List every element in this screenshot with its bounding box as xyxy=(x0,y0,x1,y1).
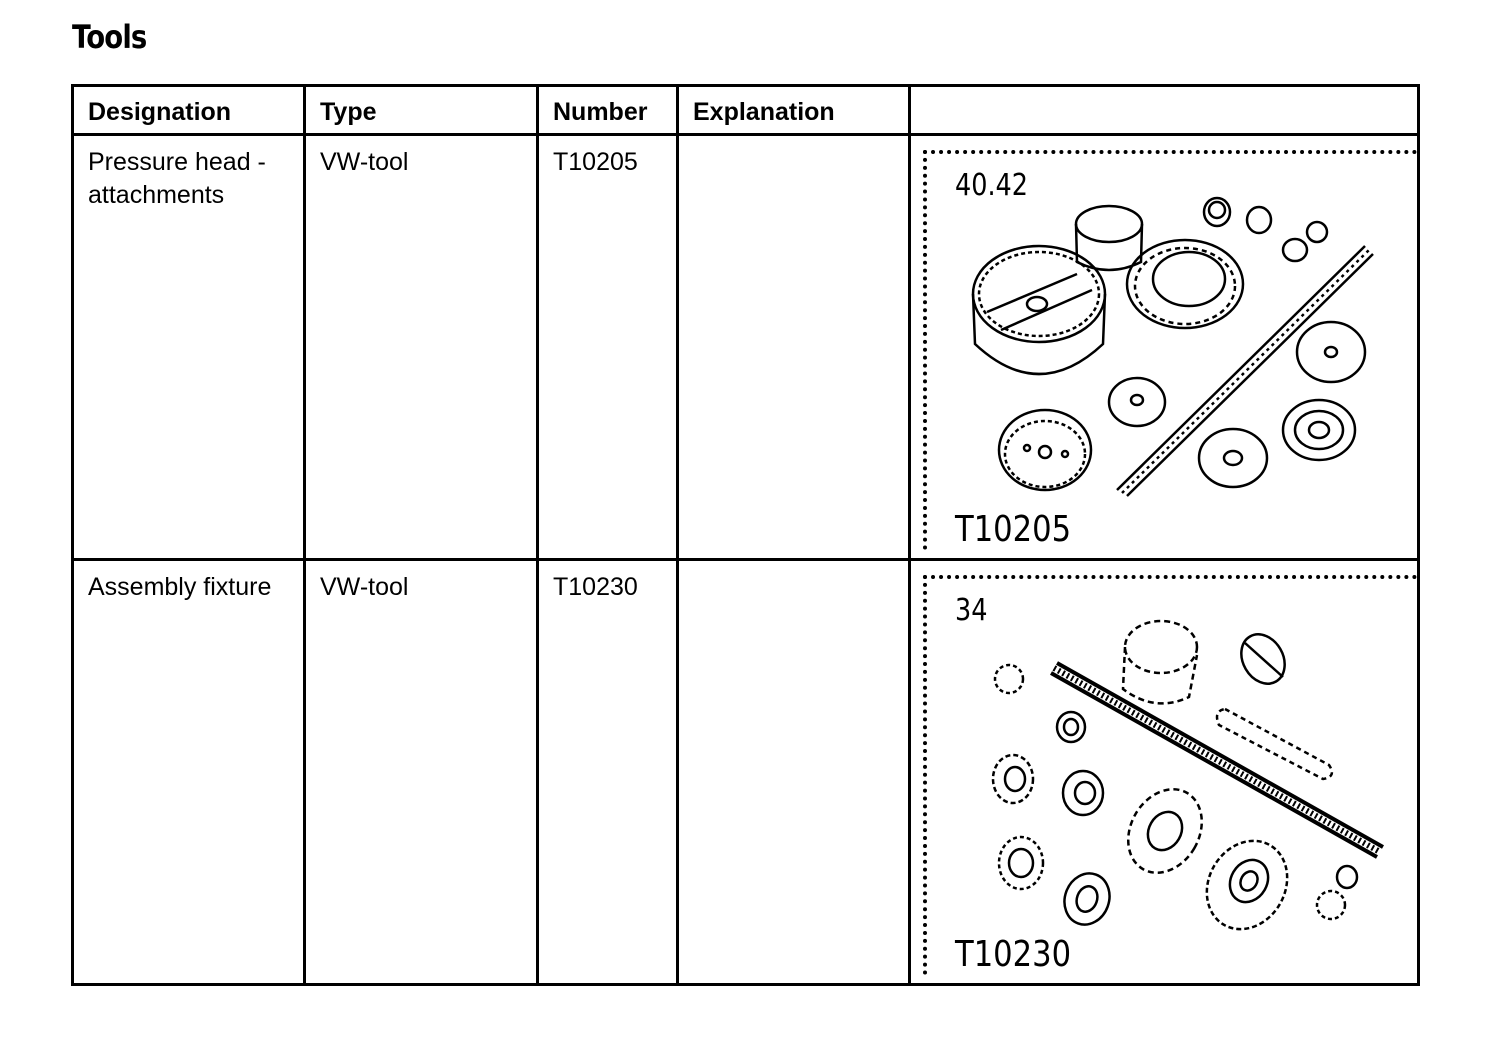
page-title: Tools xyxy=(72,18,147,56)
figure-bottom-label: T10205 xyxy=(955,509,1072,550)
tool-illustration xyxy=(923,150,1417,550)
header-explanation: Explanation xyxy=(678,86,910,135)
cell-designation: Pressure head - attachments xyxy=(73,135,305,560)
assembly-fixture-drawing xyxy=(927,579,1427,979)
header-designation: Designation xyxy=(73,86,305,135)
table-row xyxy=(73,135,1419,560)
header-image xyxy=(910,86,1419,135)
header-number: Number xyxy=(538,86,678,135)
figure-top-label: 34 xyxy=(955,593,988,628)
figure-top-label: 40.42 xyxy=(955,168,1029,203)
cell-image xyxy=(910,135,1419,560)
table-header-row xyxy=(73,86,1419,135)
tool-illustration xyxy=(923,575,1417,975)
cell-number: T10230 xyxy=(538,560,678,985)
table-row xyxy=(73,560,1419,985)
header-type: Type xyxy=(305,86,538,135)
cell-image xyxy=(910,560,1419,985)
cell-number: T10205 xyxy=(538,135,678,560)
cell-designation: Assembly fixture xyxy=(73,560,305,985)
pressure-head-attachments-drawing xyxy=(927,154,1427,554)
cell-type: VW-tool xyxy=(305,560,538,985)
tools-table xyxy=(71,84,1420,986)
cell-explanation xyxy=(678,135,910,560)
cell-type: VW-tool xyxy=(305,135,538,560)
cell-explanation xyxy=(678,560,910,985)
figure-bottom-label: T10230 xyxy=(955,934,1072,975)
